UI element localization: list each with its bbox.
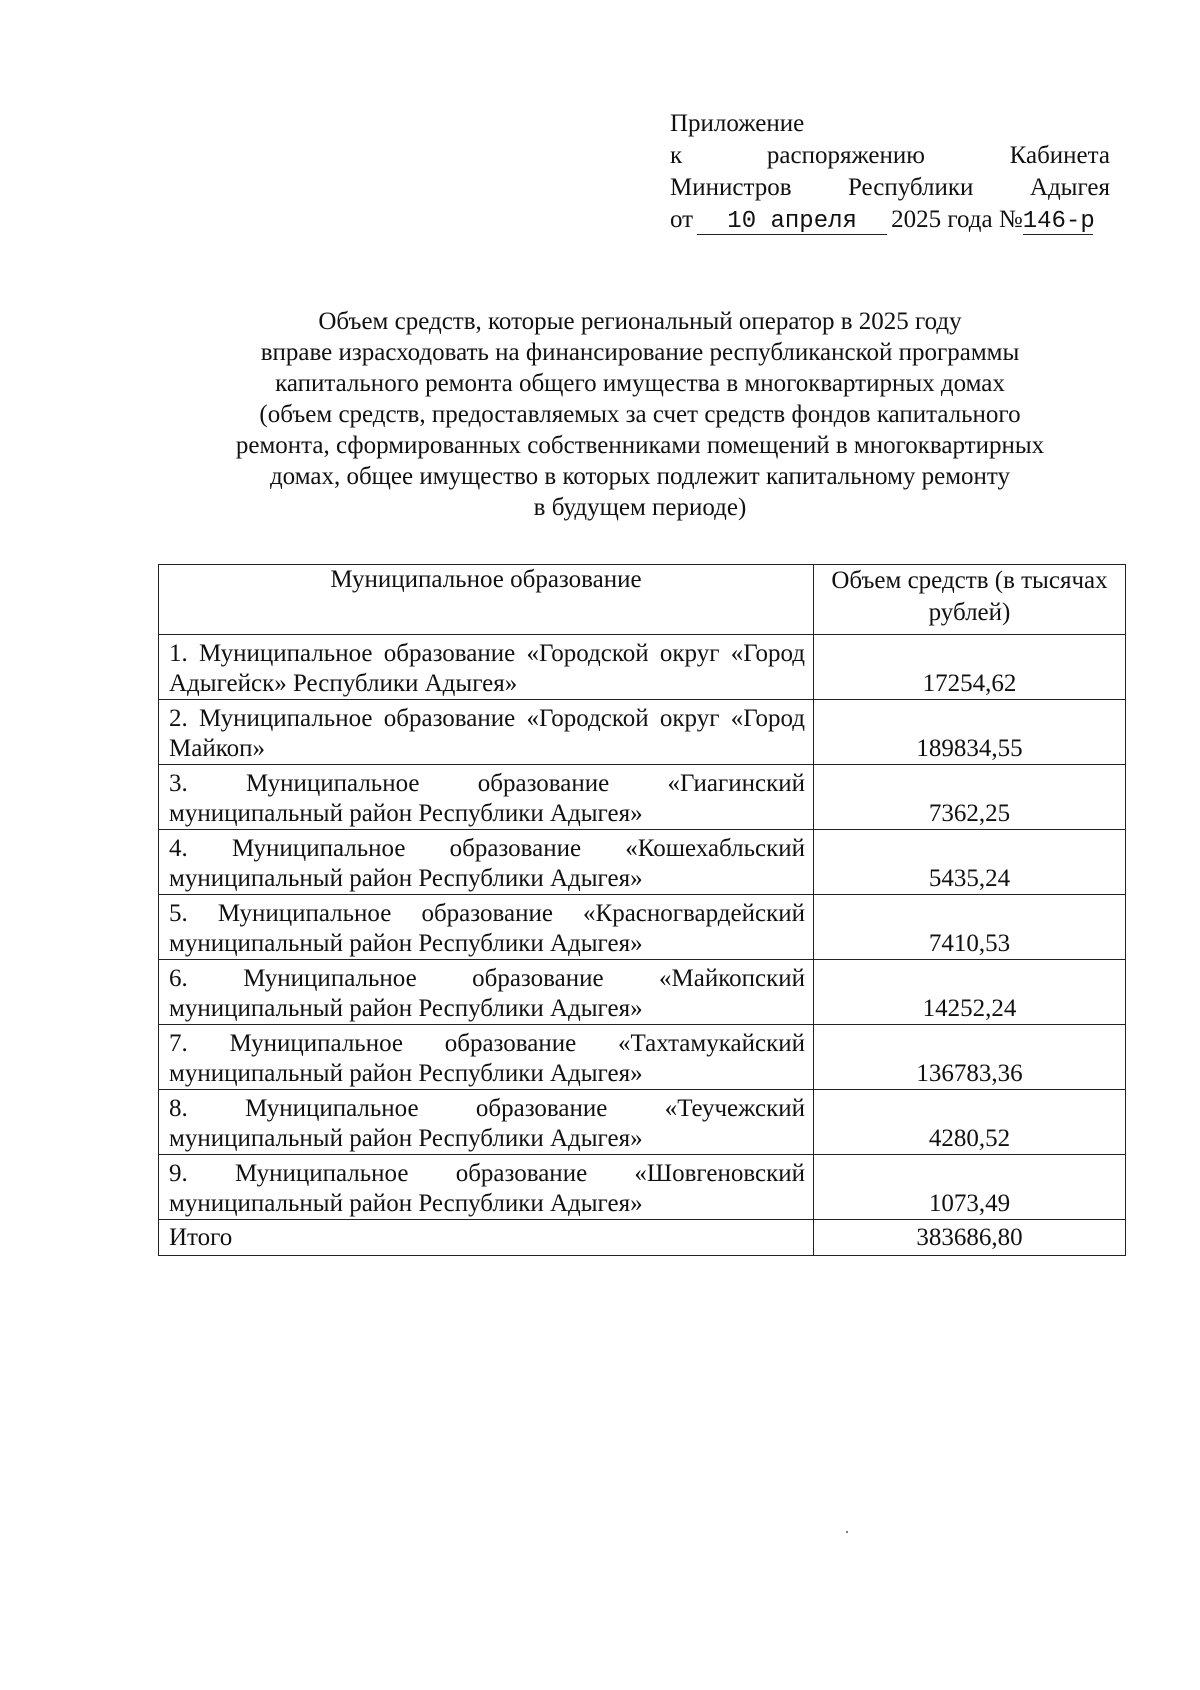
amount-value: 4280,52 bbox=[813, 1090, 1125, 1155]
appendix-word: Республики bbox=[847, 174, 974, 201]
amount-value: 17254,62 bbox=[813, 635, 1125, 700]
order-date: 10 апреля bbox=[697, 210, 887, 235]
municipality-name: 9. Муниципальное образование «Шовгеновский муниципальный район Республики Адыгея» bbox=[159, 1155, 814, 1220]
amount-value: 1073,49 bbox=[813, 1155, 1125, 1220]
table-row bbox=[159, 765, 1126, 830]
table-total-row bbox=[159, 1220, 1126, 1256]
heading-line: Объем средств, которые региональный оператор в 2025 году bbox=[318, 308, 962, 335]
table-row bbox=[159, 1025, 1126, 1090]
table-header-row bbox=[159, 565, 1126, 635]
header-municipality: Муниципальное образование bbox=[159, 565, 814, 635]
appendix-word: Министров bbox=[670, 174, 792, 201]
municipality-name: 1. Муниципальное образование «Городской округ «Город Адыгейск» Республики Адыгея» bbox=[159, 635, 814, 700]
appendix-word: распоряжению bbox=[766, 142, 925, 169]
heading-line: ремонта, сформированных собственниками помещений в многоквартирных bbox=[235, 432, 1045, 459]
total-amount: 383686,80 bbox=[813, 1220, 1125, 1256]
appendix-word: Адыгея bbox=[1029, 174, 1110, 201]
appendix-line-order bbox=[670, 140, 1110, 172]
order-number: 146-р bbox=[1022, 208, 1095, 235]
amount-value: 189834,55 bbox=[813, 700, 1125, 765]
table-row bbox=[159, 830, 1126, 895]
heading-line: капитального ремонта общего имущества в многоквартирных домах bbox=[275, 370, 1005, 397]
municipality-name: 2. Муниципальное образование «Городской округ «Город Майкоп» bbox=[159, 700, 814, 765]
date-prefix: от bbox=[670, 206, 694, 233]
municipality-name: 3. Муниципальное образование «Гиагинский муниципальный район Республики Адыгея» bbox=[159, 765, 814, 830]
table-row bbox=[159, 960, 1126, 1025]
appendix-date-line bbox=[670, 204, 1110, 236]
funds-table bbox=[158, 564, 1126, 1256]
municipality-name: 5. Муниципальное образование «Красногвардейский муниципальный район Республики Адыгея» bbox=[159, 895, 814, 960]
municipality-name: 4. Муниципальное образование «Кошехабльский муниципальный район Республики Адыгея» bbox=[159, 830, 814, 895]
appendix-title: Приложение bbox=[670, 110, 805, 137]
document-heading bbox=[150, 306, 1130, 523]
municipality-name: 8. Муниципальное образование «Теучежский муниципальный район Республики Адыгея» bbox=[159, 1090, 814, 1155]
appendix-block bbox=[670, 108, 1110, 236]
amount-value: 136783,36 bbox=[813, 1025, 1125, 1090]
amount-value: 7362,25 bbox=[813, 765, 1125, 830]
table-row bbox=[159, 1090, 1126, 1155]
appendix-word: Кабинета bbox=[1009, 142, 1110, 169]
amount-value: 14252,24 bbox=[813, 960, 1125, 1025]
order-year-text: 2025 года № bbox=[891, 206, 1023, 233]
heading-line: домах, общее имущество в которых подлежит капитальному ремонту bbox=[269, 463, 1011, 490]
scan-speck bbox=[846, 1531, 848, 1533]
amount-value: 5435,24 bbox=[813, 830, 1125, 895]
appendix-line-ministry bbox=[670, 172, 1110, 204]
total-label: Итого bbox=[159, 1220, 814, 1256]
heading-line: в будущем периоде) bbox=[533, 494, 747, 521]
heading-line: вправе израсходовать на финансирование республиканской программы bbox=[260, 339, 1020, 366]
table-row bbox=[159, 895, 1126, 960]
amount-value: 7410,53 bbox=[813, 895, 1125, 960]
municipality-name: 6. Муниципальное образование «Майкопский муниципальный район Республики Адыгея» bbox=[159, 960, 814, 1025]
heading-line: (объем средств, предоставляемых за счет средств фондов капитального bbox=[259, 401, 1021, 428]
appendix-word: к bbox=[670, 142, 683, 169]
table-row bbox=[159, 635, 1126, 700]
table-row bbox=[159, 1155, 1126, 1220]
table-row bbox=[159, 700, 1126, 765]
header-amount: Объем средств (в тысячах рублей) bbox=[813, 565, 1125, 635]
municipality-name: 7. Муниципальное образование «Тахтамукайский муниципальный район Республики Адыгея» bbox=[159, 1025, 814, 1090]
